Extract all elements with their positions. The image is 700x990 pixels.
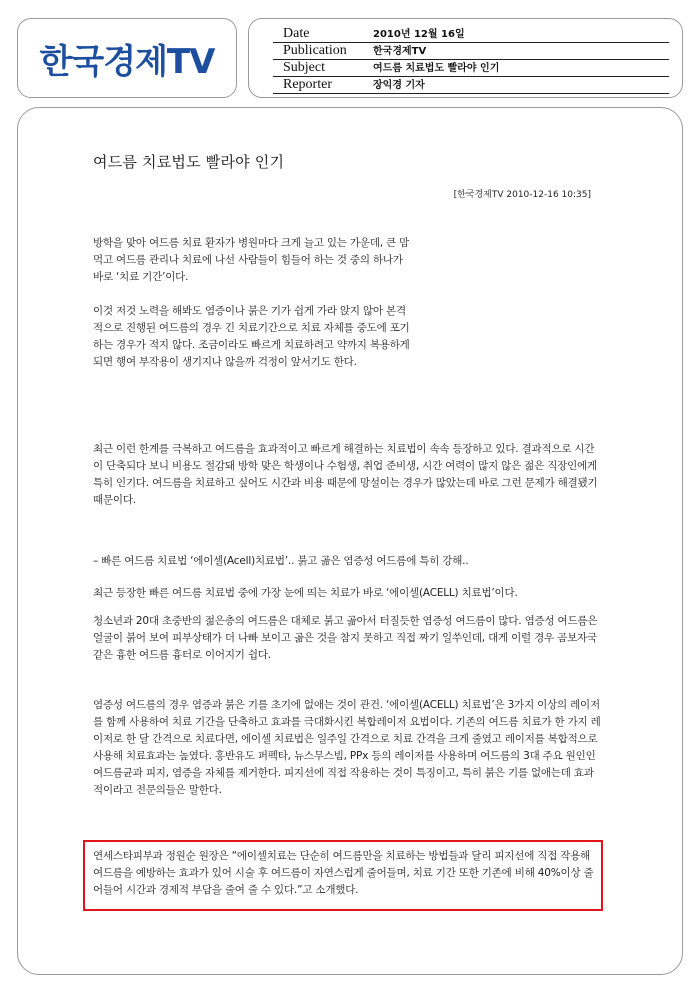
meta-value-reporter: 장익경 기자 bbox=[373, 80, 425, 91]
meta-row-subject bbox=[273, 59, 669, 77]
meta-row-publication bbox=[273, 42, 669, 60]
article-paragraph: 염증성 여드름의 경우 염증과 붉은 기를 초기에 없애는 것이 관건. ‘에이셀(ACELL) 치료법’은 3가지 이상의 레이저를 함께 사용하여 치료 기간을 단축하고 효과를 극대화시킨 복합레이저 요법이다. 기존의 여드름 치료가 한 가지 레이저로 한 달 간격으로 치료다면, 에이셀 치료법은 일주일 간격으로 치료 간격을 크게 줄였고 레이저를 복합적으로 사용해 치료효과는 높였다. 홍반유도 퍼펙타, 뉴스무스빔, PPx 등의 레이저를 사용하며 여드름의 3대 주요 원인인 여드름균과 피지, 염증을 자체를 제거한다. 피지선에 직접 작용하는 것이 특징이고, 특히 붉은 기를 없애는데 효과적이라고 전문의들은 말한다. bbox=[93, 699, 601, 796]
meta-value-subject: 여드름 치료법도 빨라야 인기 bbox=[373, 63, 500, 74]
meta-row-date bbox=[273, 25, 669, 43]
meta-value-publication: 한국경제TV bbox=[373, 46, 427, 57]
article-dateline: [한국경제TV 2010-12-16 10:35] bbox=[453, 190, 591, 200]
meta-label: Reporter bbox=[283, 77, 332, 92]
meta-row-reporter bbox=[273, 76, 669, 94]
meta-label: Date bbox=[283, 26, 310, 41]
company-logo: 한국경제TV bbox=[39, 41, 215, 82]
logo-box bbox=[17, 18, 237, 98]
article-paragraph: 방학을 맞아 여드름 치료 환자가 병원마다 크게 늘고 있는 가운데, 큰 맘먹고 여드름 관리나 치료에 나선 사람들이 힘들어 하는 것 중의 하나가 바로 ‘치료 기간’이다. bbox=[93, 237, 410, 283]
meta-label: Publication bbox=[283, 43, 347, 58]
article-paragraph: 최근 등장한 빠른 여드름 치료법 중에 가장 눈에 띄는 치료가 바로 ‘에이셀(ACELL) 치료법’이다. bbox=[93, 587, 518, 599]
article-headline: 여드름 치료법도 빨라야 인기 bbox=[93, 153, 285, 171]
article-subheading: – 빠른 여드름 치료법 ‘에이셀(Acell)치료법’.. 붉고 곪은 염증성 여드름에 특히 강해.. bbox=[93, 555, 469, 567]
metadata-box bbox=[248, 18, 683, 98]
article-paragraph: 최근 이런 한계를 극복하고 여드름을 효과적이고 빠르게 해결하는 치료법이 속속 등장하고 있다. 결과적으로 시간이 단축되다 보니 비용도 절감돼 방학 맞은 학생이나 수험생, 취업 준비생, 시간 여력이 많지 않은 젊은 직장인에게 특히 인기다. 여드름을 치료하고 싶어도 시간과 비용 때문에 망설이는 경우가 많았는데 바로 그런 문제가 해결됐기 때문이다. bbox=[93, 443, 598, 506]
article-paragraph: 이것 저것 노력을 해봐도 염증이나 붉은 기가 쉽게 가라 앉지 않아 본격적으로 진행된 여드름의 경우 긴 치료기간으로 치료 자체를 중도에 포기하는 경우가 적지 않다. 조금이라도 빠르게 치료하려고 약까지 복용하게 되면 행여 부작용이 생기지나 않을까 걱정이 앞서기도 한다. bbox=[93, 305, 410, 368]
meta-value-date: 2010년 12월 16일 bbox=[373, 29, 465, 40]
article-paragraph: 청소년과 20대 초중반의 젊은층의 여드름은 대체로 붉고 곪아서 터질듯한 염증성 여드름이 많다. 염증성 여드름은 얼굴이 붉어 보여 피부상태가 더 나빠 보이고 곪은 것을 참지 못하고 직접 짜기 일쑤인데, 대게 이럴 경우 곰보자국 같은 흉한 여드름 흉터로 이어지기 쉽다. bbox=[93, 615, 598, 661]
highlighted-quote-paragraph: 연세스타피부과 정원순 원장은 “에이셀치료는 단순히 여드름만을 치료하는 방법들과 달리 피지선에 직접 작용해 여드름을 예방하는 효과가 있어 시술 후 여드름이 자연스럽게 줄어들며, 치료 기간 또한 기존에 비해 40%이상 줄어들어 시간과 경제적 부담을 줄여 줄 수 있다.”고 소개했다. bbox=[93, 850, 594, 896]
meta-label: Subject bbox=[283, 60, 325, 75]
